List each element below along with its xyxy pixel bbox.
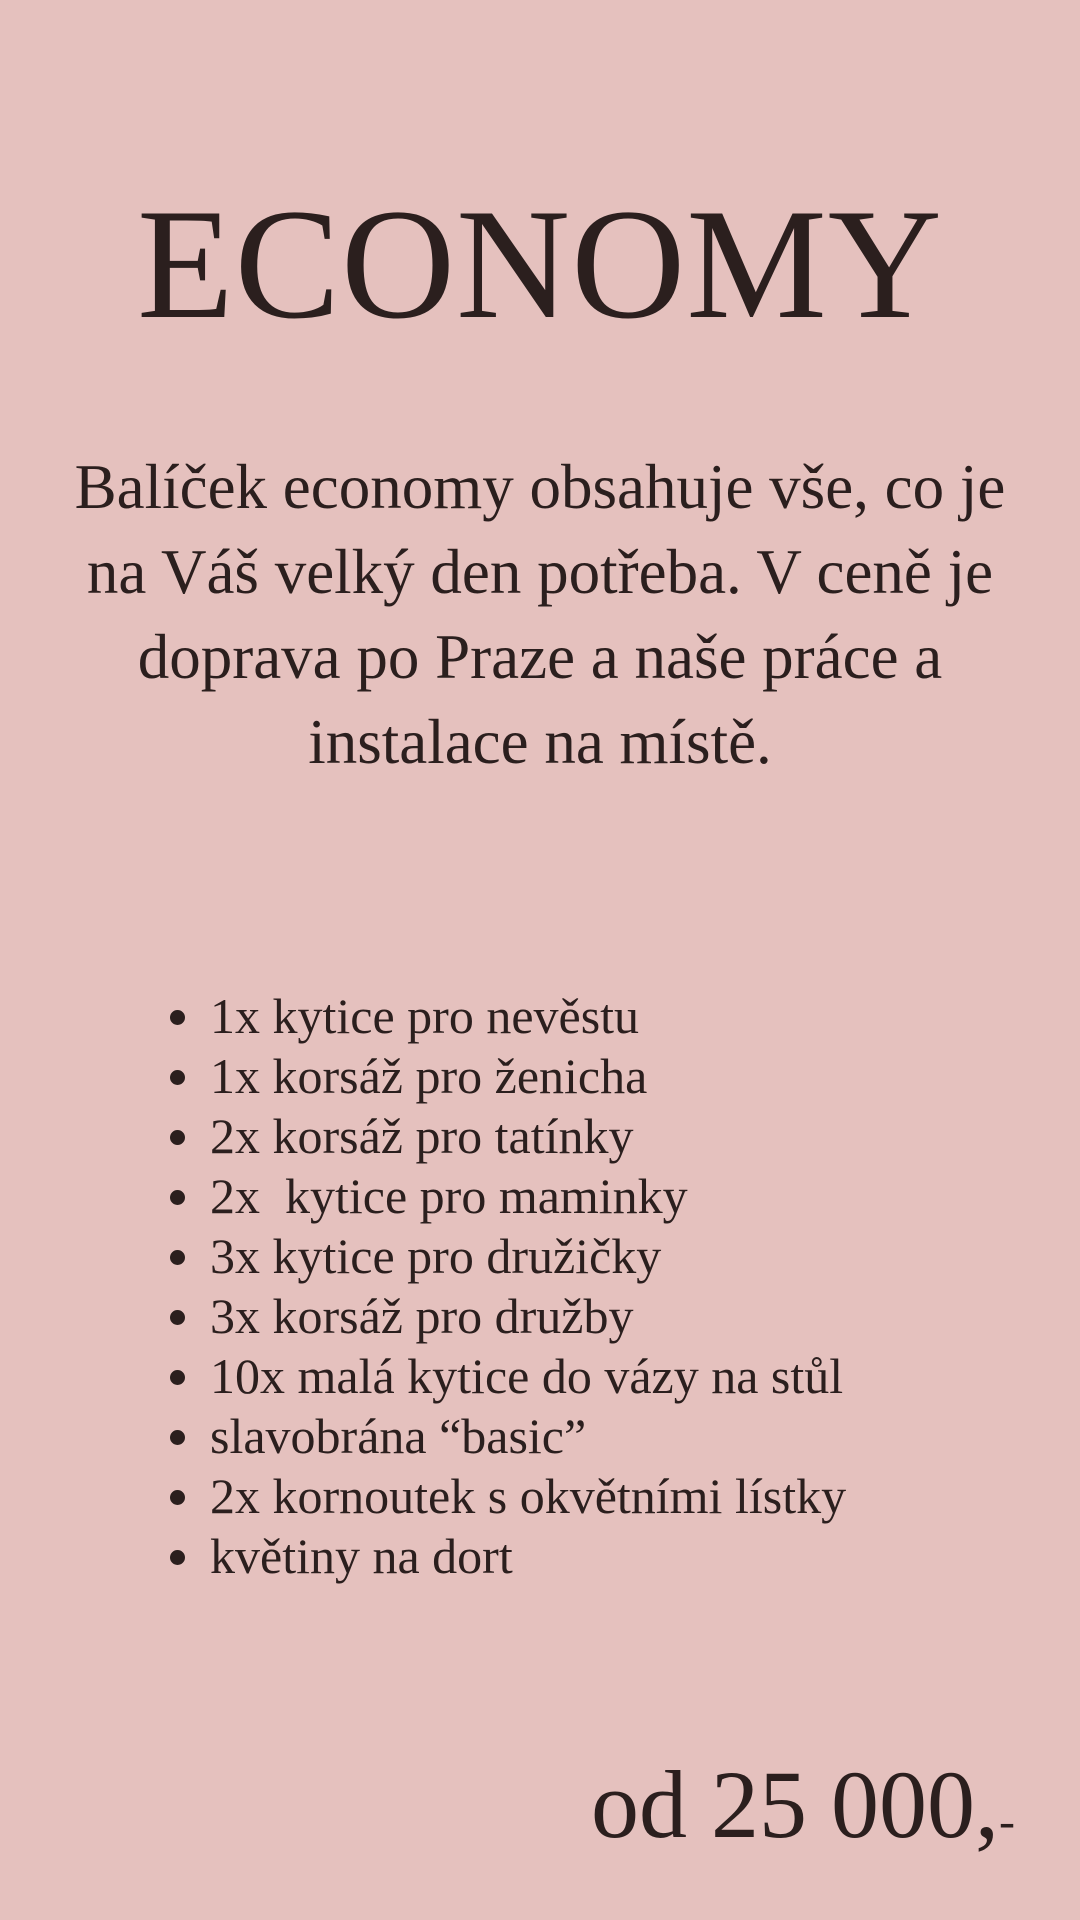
bullet-icon (170, 1130, 185, 1145)
package-title: ECONOMY (137, 177, 943, 352)
list-item-text: 3x korsáž pro družby (210, 1288, 634, 1344)
list-item-text: 2x kytice pro maminky (210, 1168, 688, 1224)
list-item-text: 2x kornoutek s okvětními lístky (210, 1468, 847, 1524)
list-item (165, 1046, 1035, 1106)
list-item-text: 10x malá kytice do vázy na stůl (210, 1348, 844, 1404)
bullet-icon (170, 1190, 185, 1205)
list-item (165, 986, 1035, 1046)
bullet-icon (170, 1370, 185, 1385)
list-item-text: 1x korsáž pro ženicha (210, 1048, 648, 1104)
price-label (591, 1750, 1015, 1877)
bullet-icon (170, 1310, 185, 1325)
list-item (165, 1466, 1035, 1526)
bullet-icon (170, 1490, 185, 1505)
list-item (165, 1526, 1035, 1586)
price-amount: od 25 000, (591, 1751, 1000, 1858)
price-dash: - (999, 1795, 1015, 1848)
bullet-icon (170, 1010, 185, 1025)
bullet-icon (170, 1250, 185, 1265)
list-item-text: slavobrána “basic” (210, 1408, 587, 1464)
package-description: Balíček economy obsahuje vše, co je na Váš velký den potřeba. V ceně je doprava po Praze a naše práce a instalace na místě. (74, 452, 1006, 777)
bullet-icon (170, 1550, 185, 1565)
list-item-text: 2x korsáž pro tatínky (210, 1108, 634, 1164)
list-item (165, 1346, 1035, 1406)
list-item (165, 1166, 1035, 1226)
list-item-text: květiny na dort (210, 1528, 513, 1584)
list-item (165, 1286, 1035, 1346)
package-items-list (165, 986, 1035, 1586)
bullet-icon (170, 1070, 185, 1085)
list-item-text: 3x kytice pro družičky (210, 1228, 662, 1284)
list-item (165, 1406, 1035, 1466)
bullet-icon (170, 1430, 185, 1445)
list-item (165, 1226, 1035, 1286)
list-item-text: 1x kytice pro nevěstu (210, 988, 640, 1044)
list-item (165, 1106, 1035, 1166)
